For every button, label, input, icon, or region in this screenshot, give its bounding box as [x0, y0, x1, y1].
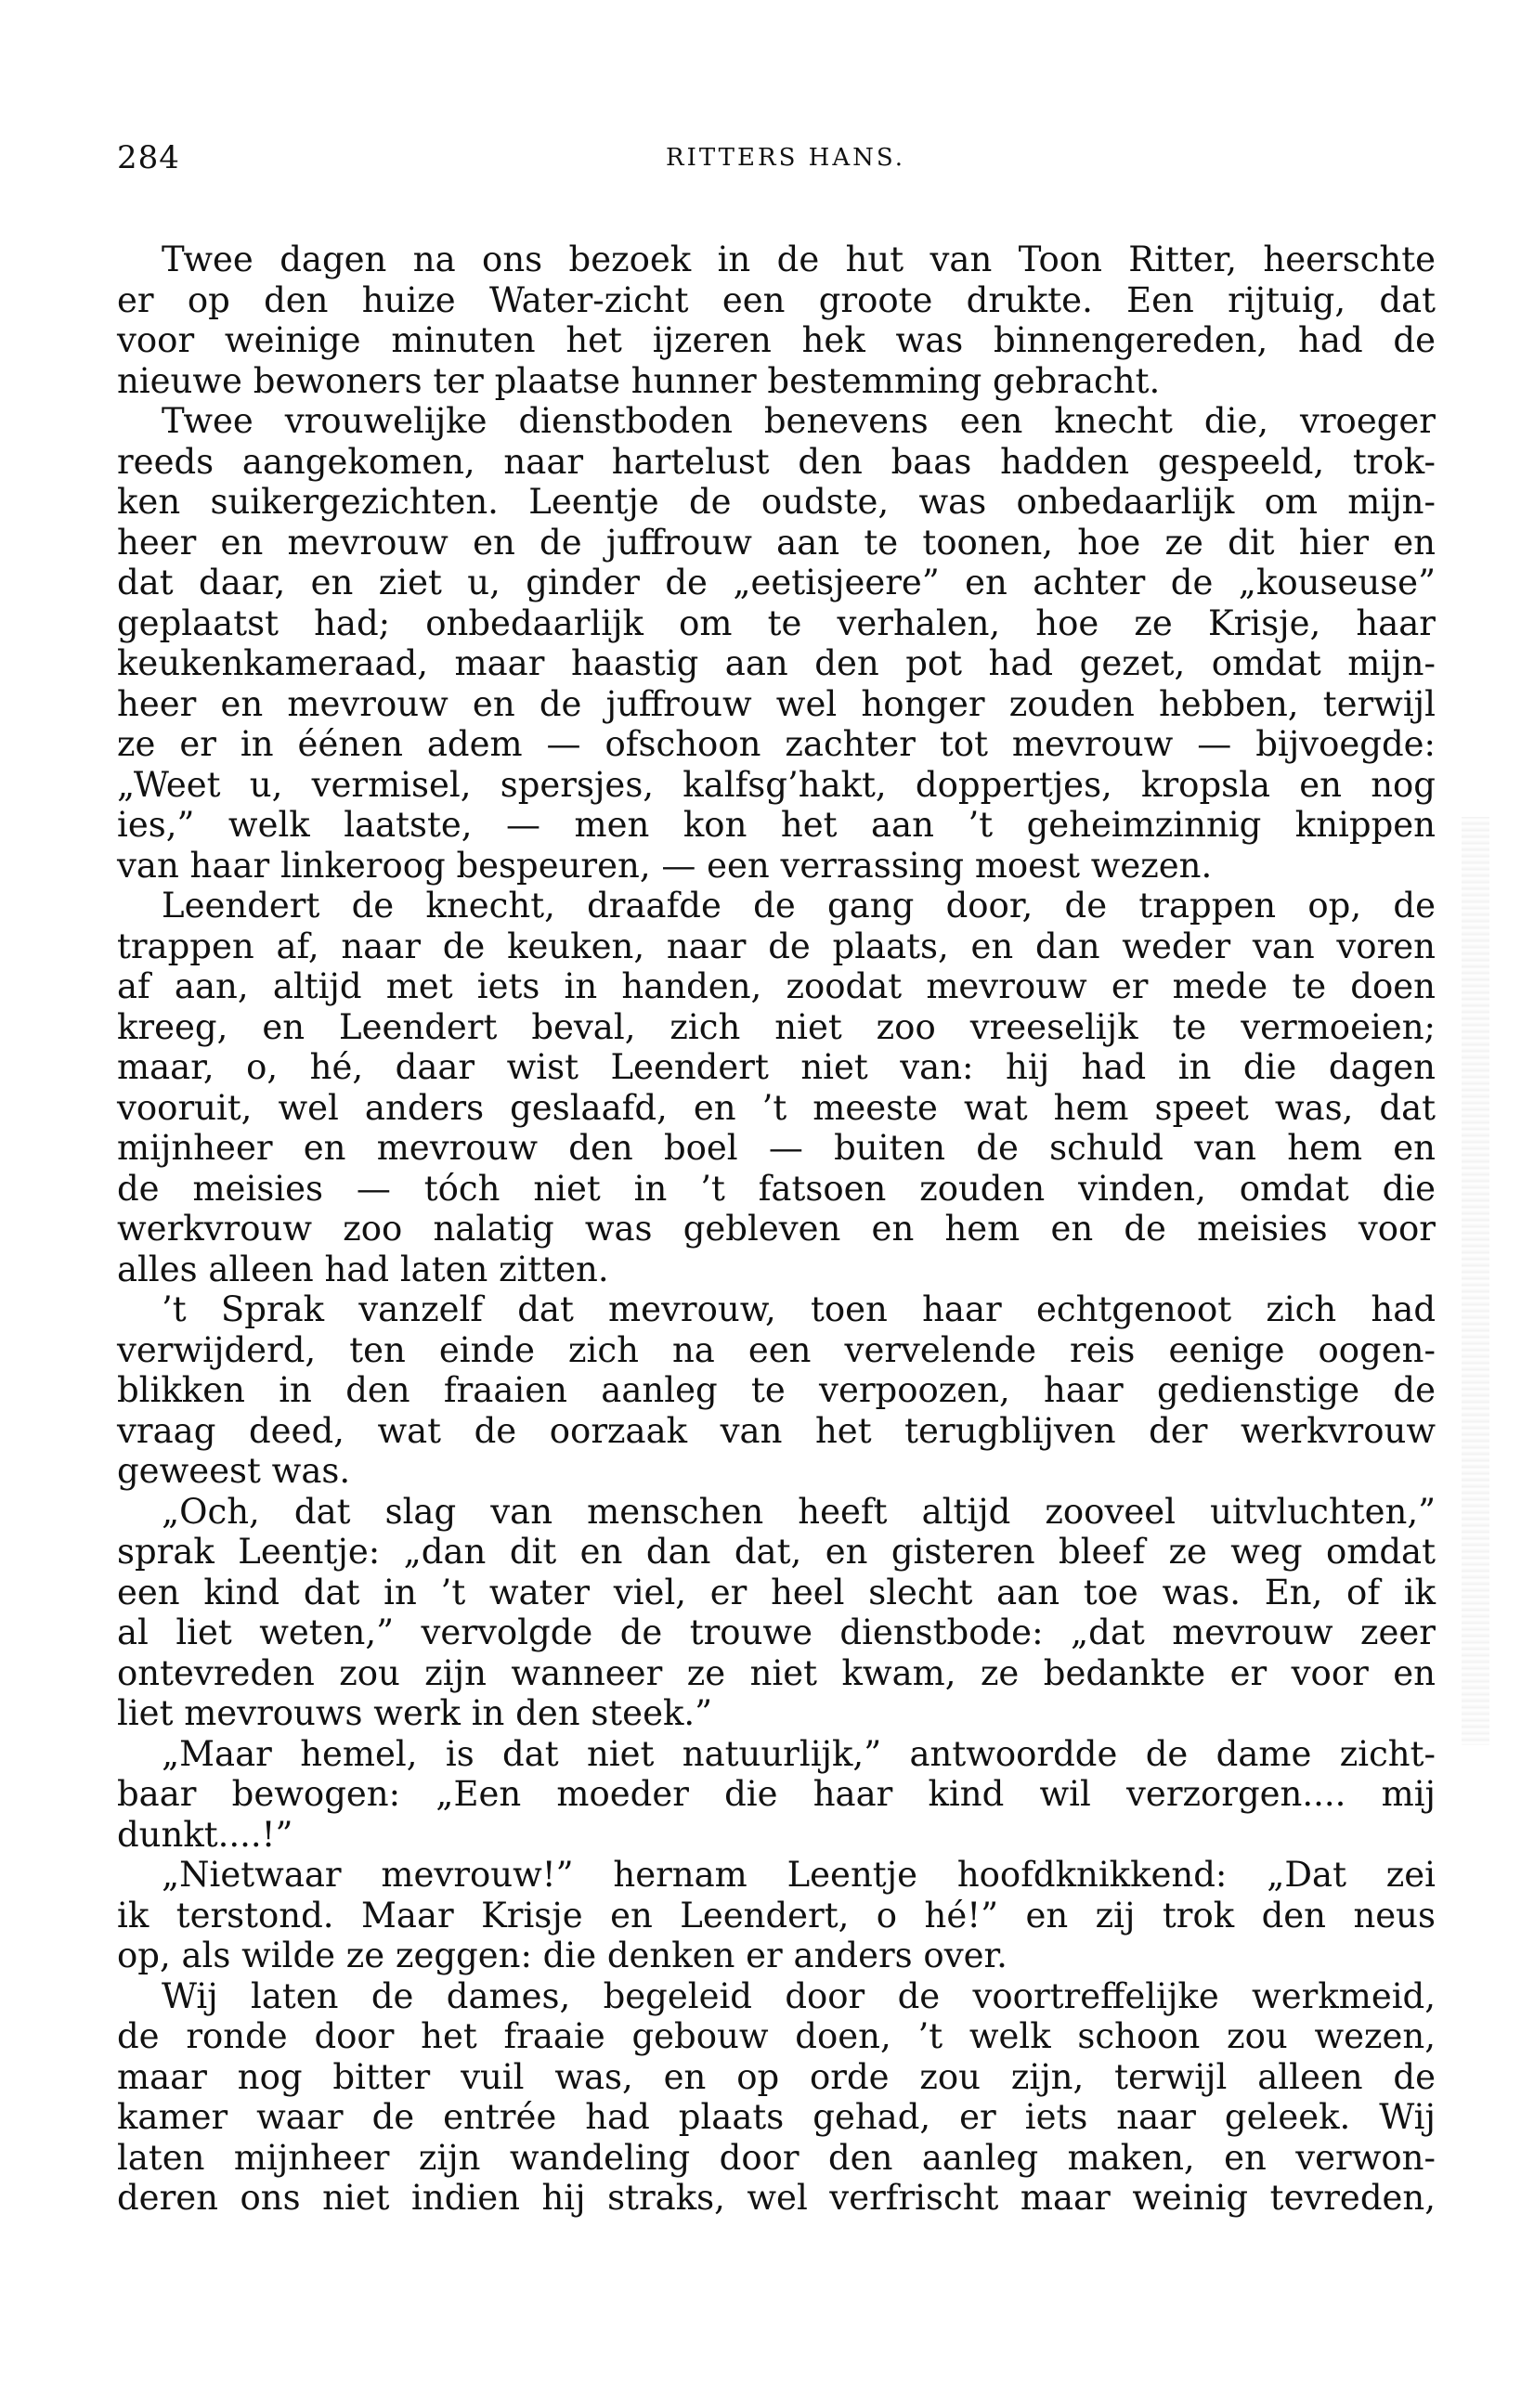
text-line: ze er in éénen adem — ofschoon zachter tot mevrouw — bijvoegde:	[117, 724, 1436, 764]
text-line: Leendert de knecht, draafde de gang door, de trappen op, de	[162, 886, 1436, 926]
text-line: reeds aangekomen, naar hartelust den baas hadden gespeeld, trok-	[117, 441, 1436, 482]
scan-edge-shadow	[1462, 817, 1489, 1745]
text-line: maar nog bitter vuil was, en op orde zou zijn, terwijl alleen de	[117, 2056, 1436, 2097]
text-line: voor weinige minuten het ijzeren hek was binnengereden, had de	[117, 320, 1436, 360]
text-line: op, als wilde ze zeggen: die denken er anders over.	[117, 1935, 1008, 1975]
text-line: ies,” welk laatste, — men kon het aan ’t geheimzinnig knippen	[117, 805, 1436, 845]
page-number: 284	[117, 139, 180, 176]
text-line: baar bewogen: „Een moeder die haar kind wil verzorgen.... mij	[117, 1774, 1436, 1814]
text-line: heer en mevrouw en de juffrouw wel honger zouden hebben, terwijl	[117, 683, 1436, 724]
text-line: vraag deed, wat de oorzaak van het terugblijven der werkvrouw	[117, 1410, 1436, 1451]
text-line: al liet weten,” vervolgde de trouwe dienstbode: „dat mevrouw zeer	[117, 1612, 1436, 1652]
text-line: er op den huize Water-zicht een groote drukte. Een rijtuig, dat	[117, 279, 1436, 320]
text-line: „Weet u, vermisel, spersjes, kalfsg’hakt, doppertjes, kropsla en nog	[117, 764, 1436, 805]
text-line: ken suikergezichten. Leentje de oudste, was onbedaarlijk om mijn-	[117, 482, 1436, 522]
text-line: Wij laten de dames, begeleid door de voortreffelijke werkmeid,	[162, 1975, 1436, 2016]
text-line: verwijderd, ten einde zich na een vervelende reis eenige oogen-	[117, 1329, 1436, 1370]
text-line: de ronde door het fraaie gebouw doen, ’t welk schoon zou wezen,	[117, 2016, 1436, 2056]
text-line: kamer waar de entrée had plaats gehad, er iets naar geleek. Wij	[117, 2097, 1436, 2137]
text-line: een kind dat in ’t water viel, er heel slecht aan toe was. En, of ik	[117, 1572, 1436, 1612]
text-line: ik terstond. Maar Krisje en Leendert, o hé!” en zij trok den neus	[117, 1895, 1436, 1935]
text-line: nieuwe bewoners ter plaatse hunner bestemming gebracht.	[117, 360, 1161, 401]
text-line: geweest was.	[117, 1451, 351, 1491]
page-header	[117, 139, 1436, 176]
text-line: „Maar hemel, is dat niet natuurlijk,” antwoordde de dame zicht-	[162, 1733, 1436, 1774]
text-line: blikken in den fraaien aanleg te verpoozen, haar gedienstige de	[117, 1370, 1436, 1410]
text-line: dunkt....!”	[117, 1814, 293, 1855]
text-line: geplaatst had; onbedaarlijk om te verhalen, hoe ze Krisje, haar	[117, 602, 1436, 643]
text-line: Twee vrouwelijke dienstboden benevens een knecht die, vroeger	[162, 401, 1436, 441]
running-head: RITTERS HANS.	[666, 144, 905, 172]
text-line: heer en mevrouw en de juffrouw aan te toonen, hoe ze dit hier en	[117, 522, 1436, 563]
body-text	[117, 240, 1436, 2219]
text-line: laten mijnheer zijn wandeling door den aanleg maken, en verwon-	[117, 2137, 1436, 2178]
text-line: maar, o, hé, daar wist Leendert niet van: hij had in die dagen	[117, 1047, 1436, 1087]
text-line: ontevreden zou zijn wanneer ze niet kwam, ze bedankte er voor en	[117, 1652, 1436, 1693]
text-line: vooruit, wel anders geslaafd, en ’t meeste wat hem speet was, dat	[117, 1087, 1436, 1128]
text-line: liet mevrouws werk in den steek.”	[117, 1693, 713, 1733]
text-line: sprak Leentje: „dan dit en dan dat, en gisteren bleef ze weg omdat	[117, 1532, 1436, 1572]
text-line: af aan, altijd met iets in handen, zoodat mevrouw er mede te doen	[117, 966, 1436, 1006]
text-line: „Nietwaar mevrouw!” hernam Leentje hoofdknikkend: „Dat zei	[162, 1855, 1436, 1895]
text-line: kreeg, en Leendert beval, zich niet zoo vreeselijk te vermoeien;	[117, 1006, 1436, 1047]
text-line: alles alleen had laten zitten.	[117, 1249, 609, 1289]
text-line: mijnheer en mevrouw den boel — buiten de schuld van hem en	[117, 1128, 1436, 1168]
text-line: „Och, dat slag van menschen heeft altijd zooveel uitvluchten,”	[162, 1491, 1436, 1532]
text-line: deren ons niet indien hij straks, wel verfrischt maar weinig tevreden,	[117, 2178, 1436, 2218]
text-line: werkvrouw zoo nalatig was gebleven en hem en de meisies voor	[117, 1209, 1436, 1249]
text-line: de meisies — tóch niet in ’t fatsoen zouden vinden, omdat die	[117, 1168, 1436, 1209]
text-line: van haar linkeroog bespeuren, — een verrassing moest wezen.	[117, 845, 1213, 886]
text-line: dat daar, en ziet u, ginder de „eetisjeere” en achter de „kouseuse”	[117, 563, 1436, 602]
text-line: trappen af, naar de keuken, naar de plaats, en dan weder van voren	[117, 926, 1436, 966]
text-line: keukenkameraad, maar haastig aan den pot had gezet, omdat mijn-	[117, 643, 1436, 683]
text-line: ’t Sprak vanzelf dat mevrouw, toen haar echtgenoot zich had	[162, 1289, 1436, 1329]
text-line: Twee dagen na ons bezoek in de hut van Toon Ritter, heerschte	[162, 240, 1436, 279]
